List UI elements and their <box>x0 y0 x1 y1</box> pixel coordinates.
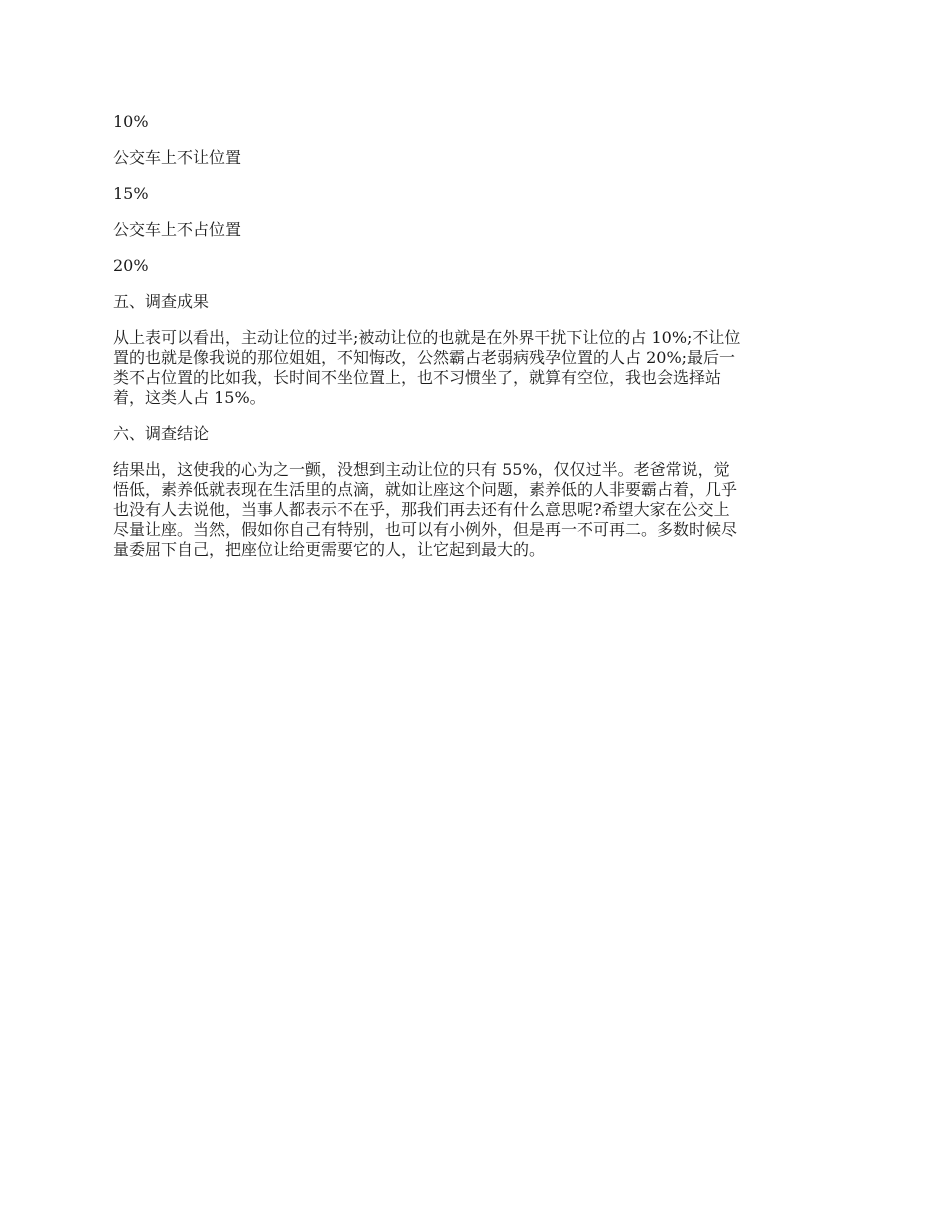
table-label-not-taking-seat: 公交车上不占位置 <box>113 220 242 239</box>
paragraph-line: 结果出，这使我的心为之一颤，没想到主动让位的只有 55%，仅仅过半。老爸常说，觉 <box>113 460 730 479</box>
paragraph-line: 尽量让座。当然，假如你自己有特别，也可以有小例外，但是再一不可再二。多数时候尽 <box>113 520 738 539</box>
paragraph-line: 置的也就是像我说的那位姐姐，不知悔改，公然霸占老弱病残孕位置的人占 20%;最后一 <box>113 348 736 367</box>
conclusion-paragraph <box>113 460 838 560</box>
table-value-10-percent: 10% <box>113 112 149 131</box>
section-heading-results: 五、调查成果 <box>113 292 210 311</box>
paragraph-line: 悟低，素养低就表现在生活里的点滴，就如让座这个问题，素养低的人非要霸占着，几乎 <box>113 480 738 499</box>
table-value-20-percent: 20% <box>113 256 149 275</box>
paragraph-line: 着，这类人占 15%。 <box>113 388 266 407</box>
table-label-not-giving-seat: 公交车上不让位置 <box>113 148 242 167</box>
document-page <box>113 112 838 576</box>
paragraph-line: 量委屈下自己，把座位让给更需要它的人，让它起到最大的。 <box>113 540 546 559</box>
paragraph-line: 也没有人去说他，当事人都表示不在乎，那我们再去还有什么意思呢?希望大家在公交上 <box>113 500 730 519</box>
section-heading-conclusion: 六、调查结论 <box>113 424 210 443</box>
table-value-15-percent: 15% <box>113 184 149 203</box>
results-paragraph <box>113 328 838 408</box>
paragraph-line: 从上表可以看出，主动让位的过半;被动让位的也就是在外界干扰下让位的占 10%;不让位 <box>113 328 741 347</box>
paragraph-line: 类不占位置的比如我，长时间不坐位置上，也不习惯坐了，就算有空位，我也会选择站 <box>113 368 722 387</box>
